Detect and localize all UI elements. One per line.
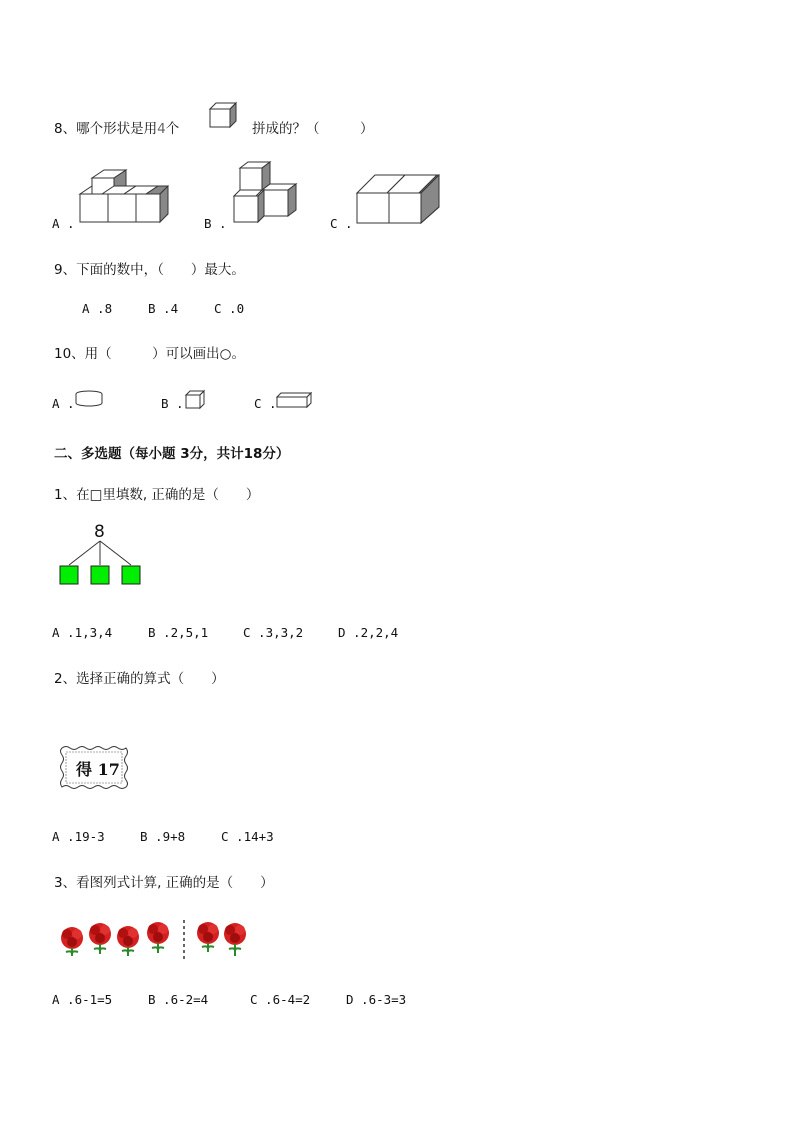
mq2-option-b[interactable]: B .9+8 xyxy=(140,829,186,844)
question-8 xyxy=(54,117,179,137)
mq1-option-a[interactable]: A .1,3,4 xyxy=(52,625,113,640)
mq2-option-a[interactable]: A .19-3 xyxy=(52,829,105,844)
box-label: 得 17 xyxy=(76,760,120,779)
q8-option-c-cubes[interactable] xyxy=(355,173,441,227)
q8-suffix: 拼成的？（ ） xyxy=(252,121,374,137)
section-2-title: 二、多选题（每小题 3分，共计18分） xyxy=(54,446,290,462)
split-top-number: 8 xyxy=(94,522,105,542)
mq3-option-d[interactable]: D .6-3=3 xyxy=(346,992,407,1007)
q8-option-b-label[interactable]: B . xyxy=(204,216,227,231)
q8-option-c-label[interactable]: C . xyxy=(330,216,353,231)
q8-unit: 个 xyxy=(165,121,180,137)
cylinder-icon[interactable] xyxy=(74,390,104,408)
q8-count: 4 xyxy=(157,121,166,137)
q9-option-b[interactable]: B .4 xyxy=(148,301,179,316)
flowers-picture xyxy=(52,916,256,962)
multi-question-3: 3、看图列式计算, 正确的是（ ） xyxy=(54,875,274,891)
q8-option-b-cubes[interactable] xyxy=(232,160,298,226)
cube-icon[interactable] xyxy=(184,389,206,409)
flower-3 xyxy=(117,926,139,956)
q9-option-c[interactable]: C .0 xyxy=(214,301,245,316)
multi-question-1: 1、在□里填数, 正确的是（ ） xyxy=(54,487,260,503)
mq3-option-b[interactable]: B .6-2=4 xyxy=(148,992,209,1007)
q10-option-b-label[interactable]: B . xyxy=(161,396,184,411)
mq1-option-b[interactable]: B .2,5,1 xyxy=(148,625,209,640)
q9-option-a[interactable]: A .8 xyxy=(82,301,113,316)
flower-2 xyxy=(89,923,111,954)
mq1-option-c[interactable]: C .3,3,2 xyxy=(243,625,304,640)
flower-5 xyxy=(197,922,219,952)
q8-option-a-cubes[interactable] xyxy=(78,164,170,226)
multi-question-2: 2、选择正确的算式（ ） xyxy=(54,671,225,687)
q10-option-a-label[interactable]: A . xyxy=(52,396,75,411)
flower-1 xyxy=(61,927,83,956)
q8-option-a-label[interactable]: A . xyxy=(52,216,75,231)
green-box-2 xyxy=(91,566,109,584)
single-cube-icon xyxy=(208,101,238,127)
mq3-option-c[interactable]: C .6-4=2 xyxy=(250,992,311,1007)
mq3-option-a[interactable]: A .6-1=5 xyxy=(52,992,113,1007)
cuboid-icon[interactable] xyxy=(275,391,313,409)
q10-option-c-label[interactable]: C . xyxy=(254,396,277,411)
green-box-3 xyxy=(122,566,140,584)
mq2-option-c[interactable]: C .14+3 xyxy=(221,829,274,844)
question-10: 10、用（ ）可以画出○。 xyxy=(54,346,245,362)
flower-6 xyxy=(224,923,246,956)
flower-4 xyxy=(147,922,169,953)
green-box-1 xyxy=(60,566,78,584)
q8-prefix: 8、哪个形状是用 xyxy=(54,121,158,137)
mq1-option-d[interactable]: D .2,2,4 xyxy=(338,625,399,640)
question-9: 9、下面的数中，（ ）最大。 xyxy=(54,262,245,278)
